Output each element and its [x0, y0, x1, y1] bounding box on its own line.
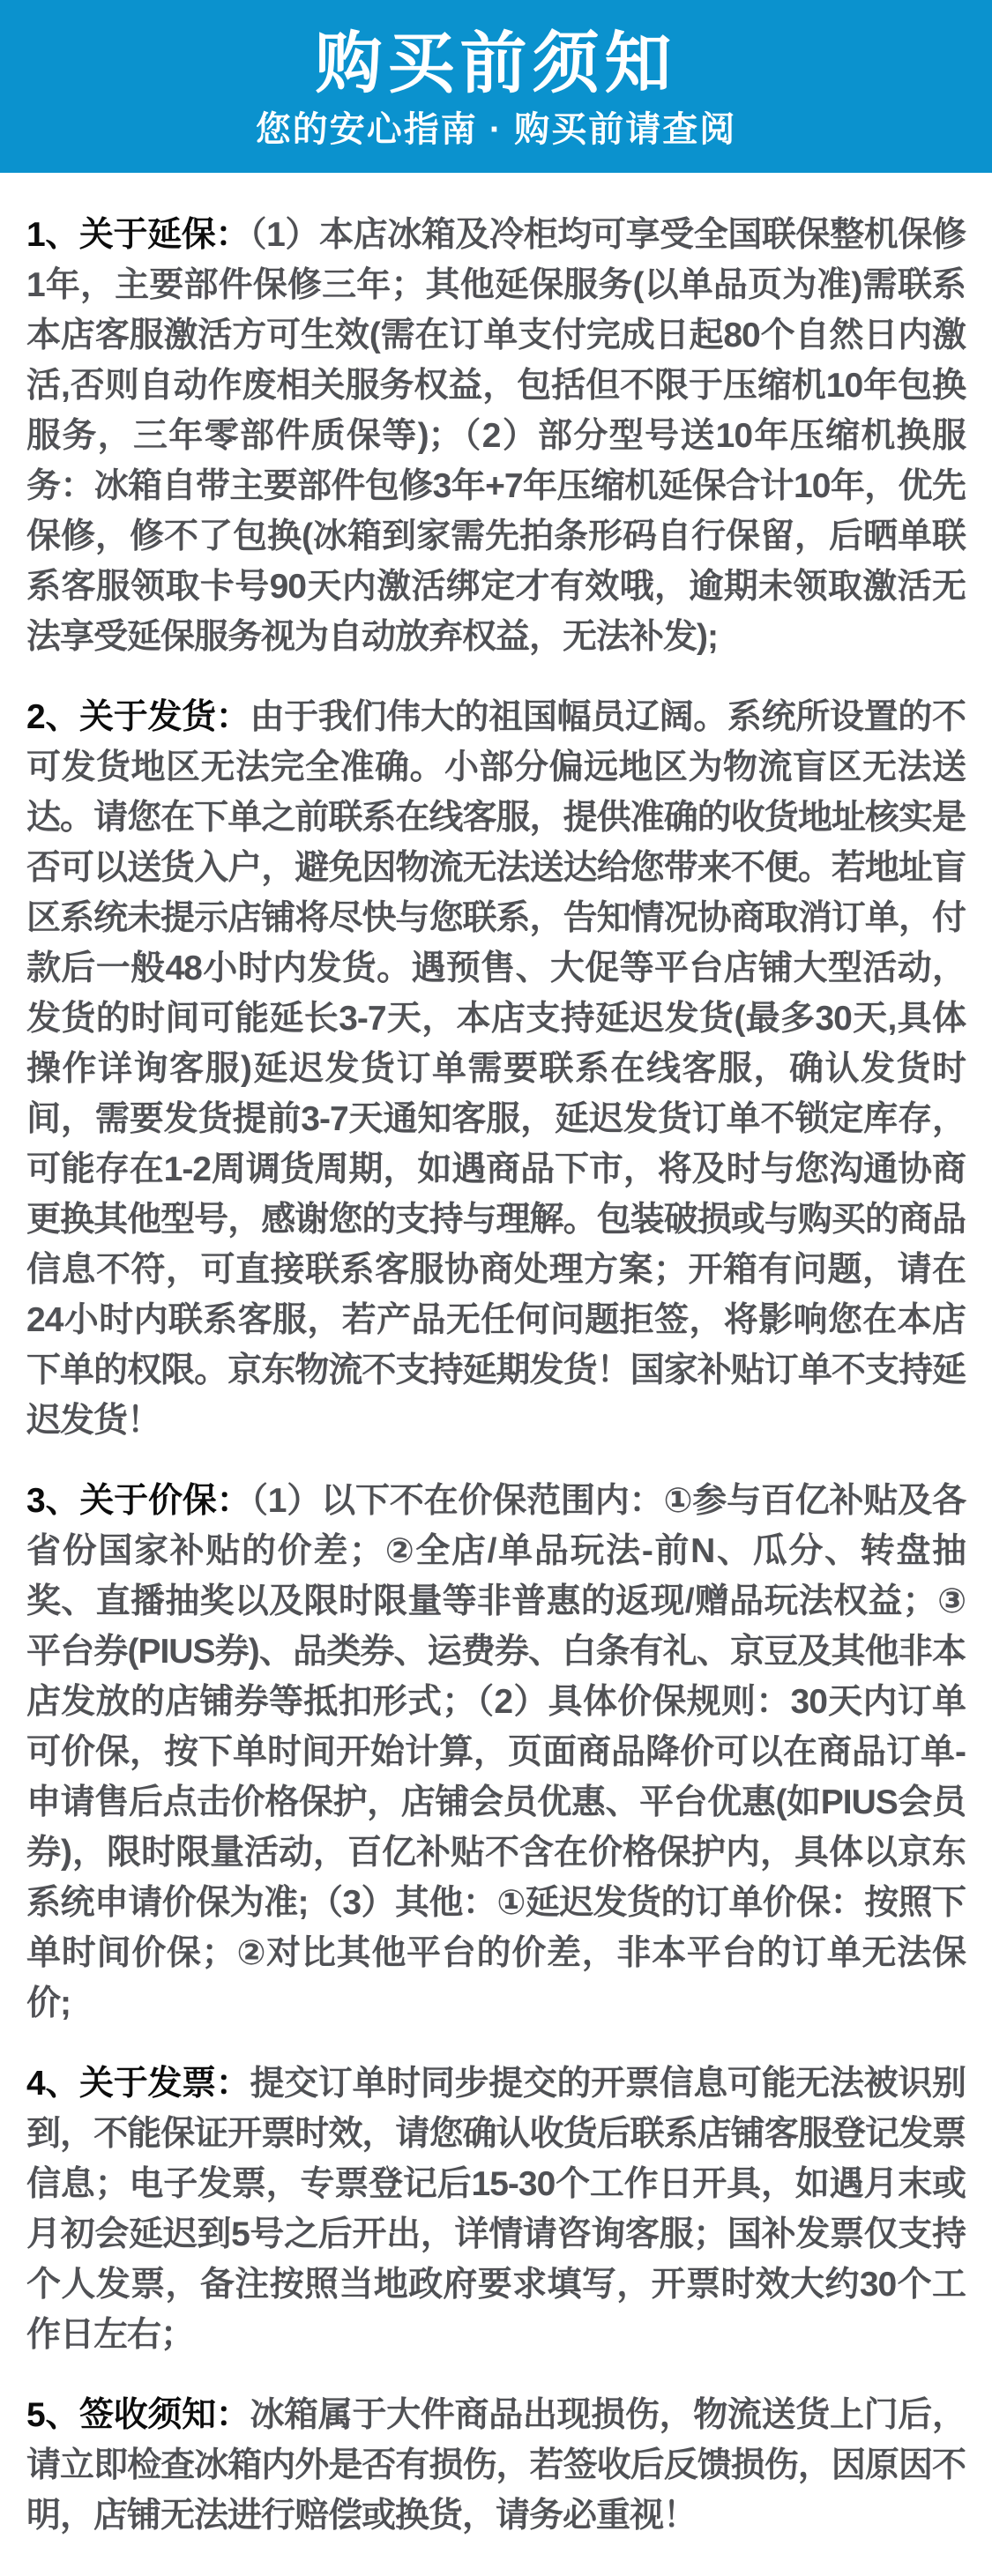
page-subtitle: 您的安心指南 · 购买前请查阅 — [255, 110, 737, 149]
section-extended-warranty — [26, 210, 966, 662]
section-shipping — [26, 692, 966, 1446]
section-invoice-label: 4、关于发票： — [26, 2065, 250, 2103]
notice-body — [0, 173, 992, 2576]
notice-banner — [0, 0, 992, 173]
section-shipping-text: 由于我们伟大的祖国幅员辽阔。系统所设置的不可发货地区无法完全准确。小部分偏远地区为物流盲区无法送达。请您在下单之前联系在线客服，提供准确的收货地址核实是否可以送货入户，避免因物流无法送达给您带来不便。若地址盲区系统未提示店铺将尽快与您联系，告知情况协商取消订单，付款后一般48小时内发货。遇预售、大促等平台店铺大型活动，发货的时间可能延长3-7天，本店支持延迟发货(最多30天,具体操作详询客服)延迟发货订单需要联系在线客服，确认发货时间，需要发货提前3-7天通知客服，延迟发货订单不锁定库存，可能存在1-2周调货周期，如遇商品下市，将及时与您沟通协商更换其他型号，感谢您的支持与理解。包装破损或与购买的商品信息不符，可直接联系客服协商处理方案；开箱有问题，请在24小时内联系客服，若产品无任何问题拒签，将影响您在本店下单的权限。京东物流不支持延期发货！国家补贴订单不支持延迟发货！ — [26, 698, 966, 1440]
section-extended-warranty-label: 1、关于延保： — [26, 216, 250, 254]
section-acceptance — [26, 2390, 966, 2541]
section-invoice-text: 提交订单时同步提交的开票信息可能无法被识别到，不能保证开票时效，请您确认收货后联系店铺客服登记发票信息；电子发票，专票登记后15-30个工作日开具，如遇月末或月初会延迟到5号之后开出，详情请咨询客服；国补发票仅支持个人发票，备注按照当地政府要求填写，开票时效大约30个工作日左右； — [26, 2065, 966, 2354]
section-extended-warranty-text: （1）本店冰箱及冷柜均可享受全国联保整机保修1年，主要部件保修三年；其他延保服务(以单品页为准)需联系本店客服激活方可生效(需在订单支付完成日起80个自然日内激活,否则自动作废相关服务权益，包括但不限于压缩机10年包换服务，三年零部件质保等)；（2）部分型号送10年压缩机换服务：冰箱自带主要部件包修3年+7年压缩机延保合计10年，优先保修，修不了包换(冰箱到家需先拍条形码自行保留，后晒单联系客服领取卡号90天内激活绑定才有效哦，逾期未领取激活无法享受延保服务视为自动放弃权益，无法补发); — [26, 216, 966, 656]
section-price-protection — [26, 1476, 966, 2029]
page-title: 购买前须知 — [315, 26, 677, 101]
section-acceptance-label: 5、签收须知： — [26, 2396, 250, 2434]
section-price-protection-label: 3、关于价保： — [26, 1482, 251, 1520]
section-invoice — [26, 2059, 966, 2360]
section-acceptance-text: 冰箱属于大件商品出现损伤，物流送货上门后，请立即检查冰箱内外是否有损伤，若签收后反馈损伤，因原因不明，店铺无法进行赔偿或换货，请务必重视！ — [26, 2396, 966, 2535]
section-price-protection-text: （1）以下不在价保范围内：①参与百亿补贴及各省份国家补贴的价差；②全店/单品玩法-前N、瓜分、转盘抽奖、直播抽奖以及限时限量等非普惠的返现/赠品玩法权益；③平台券(PIUS券)、品类券、运费券、白条有礼、京豆及其他非本店发放的店铺券等抵扣形式；（2）具体价保规则：30天内订单可价保，按下单时间开始计算，页面商品降价可以在商品订单-申请售后点击价格保护，店铺会员优惠、平台优惠(如PIUS会员券)，限时限量活动，百亿补贴不含在价格保护内，具体以京东系统申请价保为准;（3）其他：①延迟发货的订单价保：按照下单时间价保；②对比其他平台的价差，非本平台的订单无法保价; — [26, 1482, 966, 2022]
section-shipping-label: 2、关于发货： — [26, 698, 250, 736]
